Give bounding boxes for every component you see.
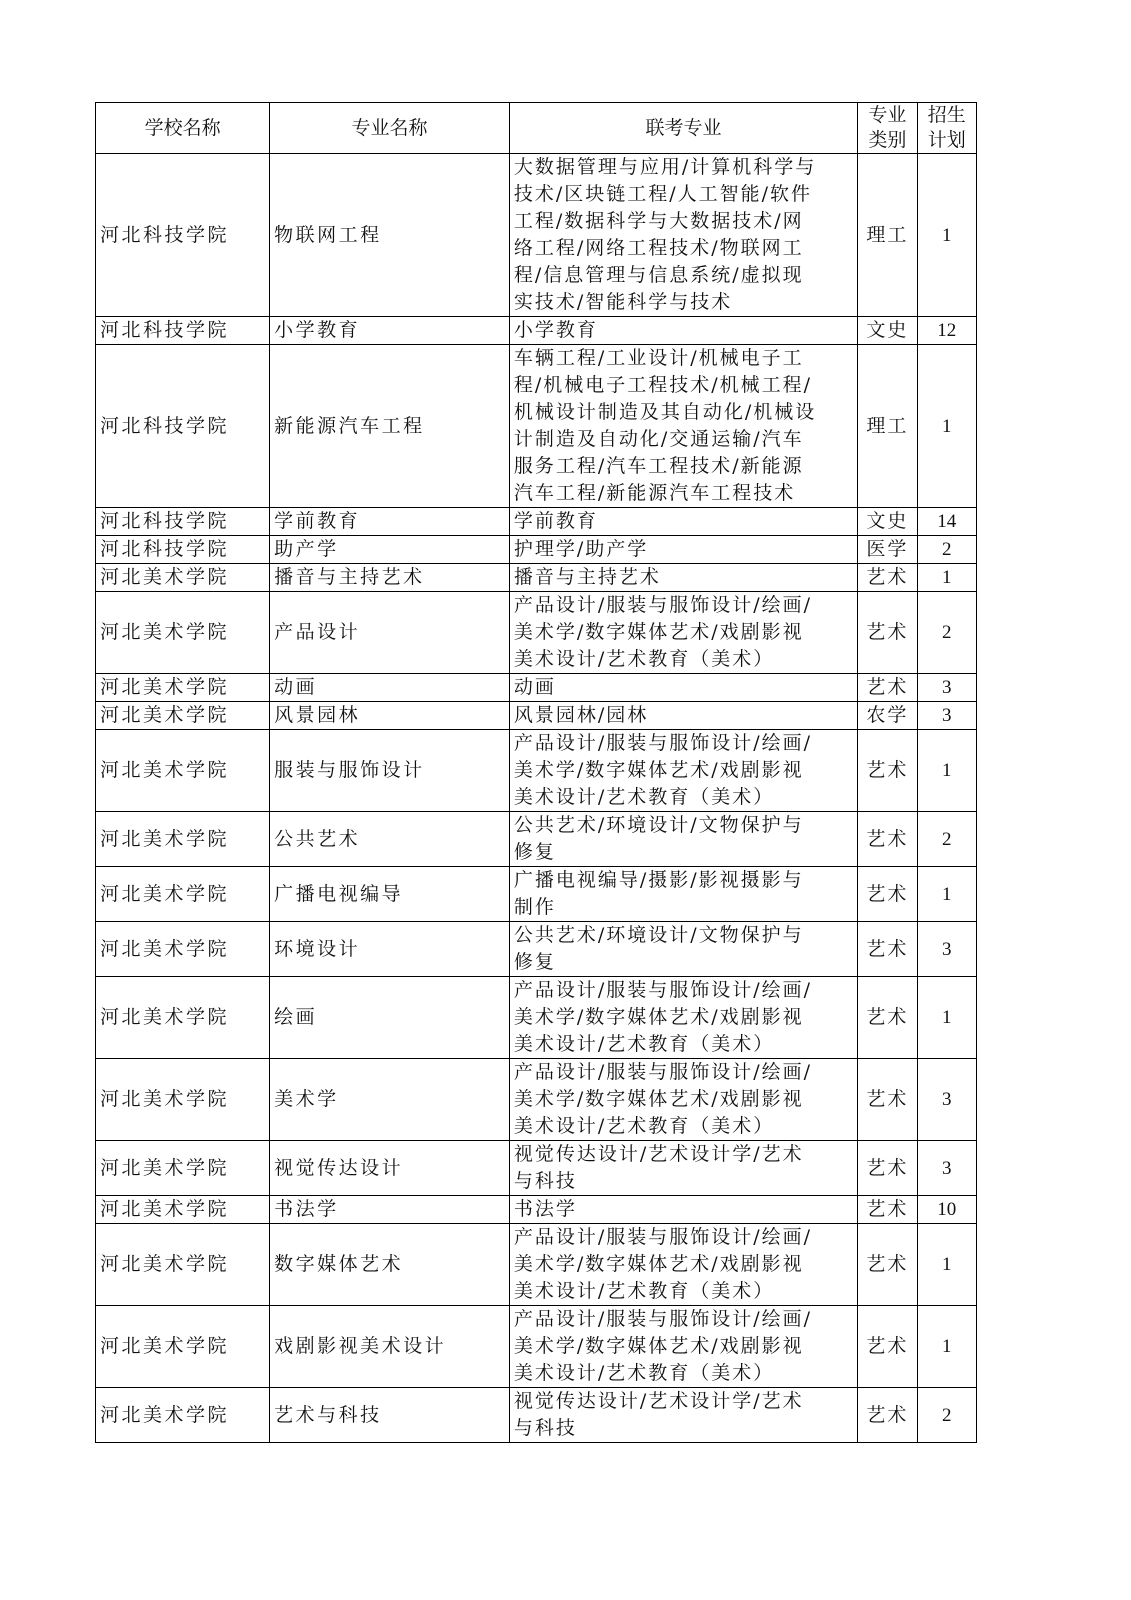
joint-major-line: 服务工程/汽车工程技术/新能源 bbox=[513, 455, 804, 477]
plan-count-cell: 3 bbox=[917, 702, 976, 730]
joint-major-line: 车辆工程/工业设计/机械电子工 bbox=[513, 347, 804, 369]
joint-major-line: 修复 bbox=[513, 951, 556, 973]
table-row bbox=[96, 1388, 977, 1443]
joint-major-line: 美术设计/艺术教育（美术） bbox=[513, 1115, 775, 1137]
joint-major-line: 广播电视编导/摄影/影视摄影与 bbox=[513, 869, 804, 891]
joint-major-cell bbox=[509, 1306, 857, 1388]
school-name-cell: 河北美术学院 bbox=[96, 1141, 270, 1196]
header-school: 学校名称 bbox=[96, 103, 270, 154]
joint-major-cell bbox=[509, 977, 857, 1059]
category-cell: 艺术 bbox=[858, 1196, 917, 1224]
school-name-cell: 河北美术学院 bbox=[96, 674, 270, 702]
school-name-cell: 河北科技学院 bbox=[96, 536, 270, 564]
plan-count-cell: 3 bbox=[917, 922, 976, 977]
joint-major-line: 程/机械电子工程技术/机械工程/ bbox=[513, 374, 813, 396]
school-name-cell: 河北科技学院 bbox=[96, 317, 270, 345]
school-name-cell: 河北美术学院 bbox=[96, 1196, 270, 1224]
school-name-cell: 河北科技学院 bbox=[96, 508, 270, 536]
table-header-row bbox=[96, 103, 977, 154]
plan-count-cell: 2 bbox=[917, 1388, 976, 1443]
major-name-cell: 新能源汽车工程 bbox=[270, 345, 510, 508]
plan-count-cell: 2 bbox=[917, 812, 976, 867]
table-row bbox=[96, 508, 977, 536]
plan-count-cell: 1 bbox=[917, 154, 976, 317]
table-body bbox=[96, 154, 977, 1443]
joint-major-line: 与科技 bbox=[513, 1170, 577, 1192]
joint-major-cell bbox=[509, 317, 857, 345]
major-name-cell: 产品设计 bbox=[270, 592, 510, 674]
plan-count-cell: 2 bbox=[917, 592, 976, 674]
category-cell: 文史 bbox=[858, 508, 917, 536]
header-plan bbox=[917, 103, 976, 154]
category-cell: 艺术 bbox=[858, 564, 917, 592]
major-name-cell: 艺术与科技 bbox=[270, 1388, 510, 1443]
major-name-cell: 动画 bbox=[270, 674, 510, 702]
joint-major-cell bbox=[509, 922, 857, 977]
major-name-cell: 环境设计 bbox=[270, 922, 510, 977]
joint-major-line: 美术学/数字媒体艺术/戏剧影视 bbox=[513, 1335, 804, 1357]
school-name-cell: 河北美术学院 bbox=[96, 1388, 270, 1443]
school-name-cell: 河北美术学院 bbox=[96, 564, 270, 592]
plan-count-cell: 1 bbox=[917, 564, 976, 592]
header-category-line2: 类别 bbox=[868, 129, 907, 151]
school-name-cell: 河北美术学院 bbox=[96, 1224, 270, 1306]
joint-major-line: 络工程/网络工程技术/物联网工 bbox=[513, 237, 804, 259]
school-name-cell: 河北美术学院 bbox=[96, 592, 270, 674]
joint-major-cell bbox=[509, 1388, 857, 1443]
header-major: 专业名称 bbox=[270, 103, 510, 154]
major-name-cell: 物联网工程 bbox=[270, 154, 510, 317]
table-row bbox=[96, 922, 977, 977]
joint-major-line: 美术学/数字媒体艺术/戏剧影视 bbox=[513, 759, 804, 781]
school-name-cell: 河北美术学院 bbox=[96, 867, 270, 922]
table-row bbox=[96, 345, 977, 508]
category-cell: 艺术 bbox=[858, 592, 917, 674]
plan-count-cell: 3 bbox=[917, 1059, 976, 1141]
major-name-cell: 小学教育 bbox=[270, 317, 510, 345]
major-name-cell: 绘画 bbox=[270, 977, 510, 1059]
major-name-cell: 风景园林 bbox=[270, 702, 510, 730]
category-cell: 艺术 bbox=[858, 674, 917, 702]
table-row bbox=[96, 564, 977, 592]
category-cell: 艺术 bbox=[858, 812, 917, 867]
joint-major-line: 学前教育 bbox=[513, 510, 598, 532]
joint-major-line: 制作 bbox=[513, 896, 556, 918]
header-category-line1: 专业 bbox=[868, 104, 907, 126]
header-joint-major: 联考专业 bbox=[509, 103, 857, 154]
major-name-cell: 广播电视编导 bbox=[270, 867, 510, 922]
category-cell: 艺术 bbox=[858, 1306, 917, 1388]
header-plan-line2: 计划 bbox=[927, 129, 966, 151]
joint-major-line: 护理学/助产学 bbox=[513, 538, 649, 560]
joint-major-cell bbox=[509, 1196, 857, 1224]
major-name-cell: 数字媒体艺术 bbox=[270, 1224, 510, 1306]
category-cell: 艺术 bbox=[858, 1141, 917, 1196]
plan-count-cell: 1 bbox=[917, 867, 976, 922]
joint-major-line: 视觉传达设计/艺术设计学/艺术 bbox=[513, 1390, 804, 1412]
joint-major-cell bbox=[509, 867, 857, 922]
major-name-cell: 视觉传达设计 bbox=[270, 1141, 510, 1196]
table-row bbox=[96, 317, 977, 345]
school-name-cell: 河北美术学院 bbox=[96, 922, 270, 977]
plan-count-cell: 1 bbox=[917, 1224, 976, 1306]
school-name-cell: 河北美术学院 bbox=[96, 1306, 270, 1388]
category-cell: 理工 bbox=[858, 345, 917, 508]
category-cell: 文史 bbox=[858, 317, 917, 345]
plan-count-cell: 1 bbox=[917, 1306, 976, 1388]
joint-major-line: 美术学/数字媒体艺术/戏剧影视 bbox=[513, 1253, 804, 1275]
joint-major-line: 小学教育 bbox=[513, 319, 598, 341]
table-row bbox=[96, 812, 977, 867]
plan-count-cell: 10 bbox=[917, 1196, 976, 1224]
major-name-cell: 美术学 bbox=[270, 1059, 510, 1141]
joint-major-cell bbox=[509, 536, 857, 564]
joint-major-line: 公共艺术/环境设计/文物保护与 bbox=[513, 814, 804, 836]
plan-count-cell: 1 bbox=[917, 977, 976, 1059]
major-name-cell: 学前教育 bbox=[270, 508, 510, 536]
table-row bbox=[96, 1059, 977, 1141]
joint-major-line: 动画 bbox=[513, 676, 556, 698]
joint-major-line: 实技术/智能科学与技术 bbox=[513, 291, 733, 313]
table-row bbox=[96, 730, 977, 812]
school-name-cell: 河北科技学院 bbox=[96, 154, 270, 317]
joint-major-line: 技术/区块链工程/人工智能/软件 bbox=[513, 183, 813, 205]
joint-major-cell bbox=[509, 812, 857, 867]
table-row bbox=[96, 1196, 977, 1224]
joint-major-line: 美术学/数字媒体艺术/戏剧影视 bbox=[513, 621, 804, 643]
category-cell: 艺术 bbox=[858, 922, 917, 977]
header-category bbox=[858, 103, 917, 154]
joint-major-cell bbox=[509, 1059, 857, 1141]
table-row bbox=[96, 674, 977, 702]
joint-major-line: 书法学 bbox=[513, 1198, 577, 1220]
joint-major-line: 产品设计/服装与服饰设计/绘画/ bbox=[513, 732, 813, 754]
table-row bbox=[96, 154, 977, 317]
plan-count-cell: 3 bbox=[917, 674, 976, 702]
joint-major-line: 产品设计/服装与服饰设计/绘画/ bbox=[513, 1308, 813, 1330]
table-row bbox=[96, 702, 977, 730]
joint-major-line: 产品设计/服装与服饰设计/绘画/ bbox=[513, 1061, 813, 1083]
joint-major-line: 汽车工程/新能源汽车工程技术 bbox=[513, 482, 796, 504]
joint-major-line: 程/信息管理与信息系统/虚拟现 bbox=[513, 264, 804, 286]
major-name-cell: 书法学 bbox=[270, 1196, 510, 1224]
table-row bbox=[96, 1141, 977, 1196]
joint-major-line: 机械设计制造及其自动化/机械设 bbox=[513, 401, 817, 423]
school-name-cell: 河北科技学院 bbox=[96, 345, 270, 508]
school-name-cell: 河北美术学院 bbox=[96, 1059, 270, 1141]
category-cell: 艺术 bbox=[858, 977, 917, 1059]
category-cell: 农学 bbox=[858, 702, 917, 730]
joint-major-cell bbox=[509, 1224, 857, 1306]
category-cell: 艺术 bbox=[858, 1388, 917, 1443]
table-row bbox=[96, 1224, 977, 1306]
joint-major-cell bbox=[509, 730, 857, 812]
school-name-cell: 河北美术学院 bbox=[96, 730, 270, 812]
joint-major-cell bbox=[509, 508, 857, 536]
plan-count-cell: 1 bbox=[917, 730, 976, 812]
category-cell: 艺术 bbox=[858, 1224, 917, 1306]
major-name-cell: 戏剧影视美术设计 bbox=[270, 1306, 510, 1388]
plan-count-cell: 3 bbox=[917, 1141, 976, 1196]
joint-major-line: 风景园林/园林 bbox=[513, 704, 649, 726]
table-row bbox=[96, 536, 977, 564]
category-cell: 艺术 bbox=[858, 1059, 917, 1141]
joint-major-cell bbox=[509, 154, 857, 317]
joint-major-line: 美术学/数字媒体艺术/戏剧影视 bbox=[513, 1006, 804, 1028]
category-cell: 艺术 bbox=[858, 730, 917, 812]
joint-major-cell bbox=[509, 674, 857, 702]
category-cell: 艺术 bbox=[858, 867, 917, 922]
table-row bbox=[96, 867, 977, 922]
category-cell: 理工 bbox=[858, 154, 917, 317]
joint-major-line: 计制造及自动化/交通运输/汽车 bbox=[513, 428, 804, 450]
table-row bbox=[96, 1306, 977, 1388]
major-name-cell: 助产学 bbox=[270, 536, 510, 564]
plan-count-cell: 14 bbox=[917, 508, 976, 536]
header-plan-line1: 招生 bbox=[927, 104, 966, 126]
joint-major-line: 美术设计/艺术教育（美术） bbox=[513, 648, 775, 670]
plan-count-cell: 2 bbox=[917, 536, 976, 564]
plan-count-cell: 12 bbox=[917, 317, 976, 345]
category-cell: 医学 bbox=[858, 536, 917, 564]
joint-major-line: 修复 bbox=[513, 841, 556, 863]
joint-major-line: 视觉传达设计/艺术设计学/艺术 bbox=[513, 1143, 804, 1165]
admission-plan-table bbox=[95, 102, 977, 1443]
major-name-cell: 服装与服饰设计 bbox=[270, 730, 510, 812]
joint-major-cell bbox=[509, 564, 857, 592]
joint-major-line: 美术设计/艺术教育（美术） bbox=[513, 1033, 775, 1055]
major-name-cell: 播音与主持艺术 bbox=[270, 564, 510, 592]
joint-major-cell bbox=[509, 702, 857, 730]
school-name-cell: 河北美术学院 bbox=[96, 812, 270, 867]
joint-major-line: 产品设计/服装与服饰设计/绘画/ bbox=[513, 979, 813, 1001]
table-row bbox=[96, 592, 977, 674]
school-name-cell: 河北美术学院 bbox=[96, 977, 270, 1059]
joint-major-cell bbox=[509, 592, 857, 674]
joint-major-line: 工程/数据科学与大数据技术/网 bbox=[513, 210, 804, 232]
joint-major-line: 美术设计/艺术教育（美术） bbox=[513, 1280, 775, 1302]
joint-major-line: 产品设计/服装与服饰设计/绘画/ bbox=[513, 594, 813, 616]
joint-major-line: 美术设计/艺术教育（美术） bbox=[513, 1362, 775, 1384]
major-name-cell: 公共艺术 bbox=[270, 812, 510, 867]
table-row bbox=[96, 977, 977, 1059]
joint-major-line: 美术学/数字媒体艺术/戏剧影视 bbox=[513, 1088, 804, 1110]
joint-major-line: 美术设计/艺术教育（美术） bbox=[513, 786, 775, 808]
plan-count-cell: 1 bbox=[917, 345, 976, 508]
joint-major-cell bbox=[509, 345, 857, 508]
joint-major-line: 与科技 bbox=[513, 1417, 577, 1439]
joint-major-line: 播音与主持艺术 bbox=[513, 566, 661, 588]
joint-major-cell bbox=[509, 1141, 857, 1196]
joint-major-line: 产品设计/服装与服饰设计/绘画/ bbox=[513, 1226, 813, 1248]
joint-major-line: 公共艺术/环境设计/文物保护与 bbox=[513, 924, 804, 946]
joint-major-line: 大数据管理与应用/计算机科学与 bbox=[513, 156, 817, 178]
school-name-cell: 河北美术学院 bbox=[96, 702, 270, 730]
